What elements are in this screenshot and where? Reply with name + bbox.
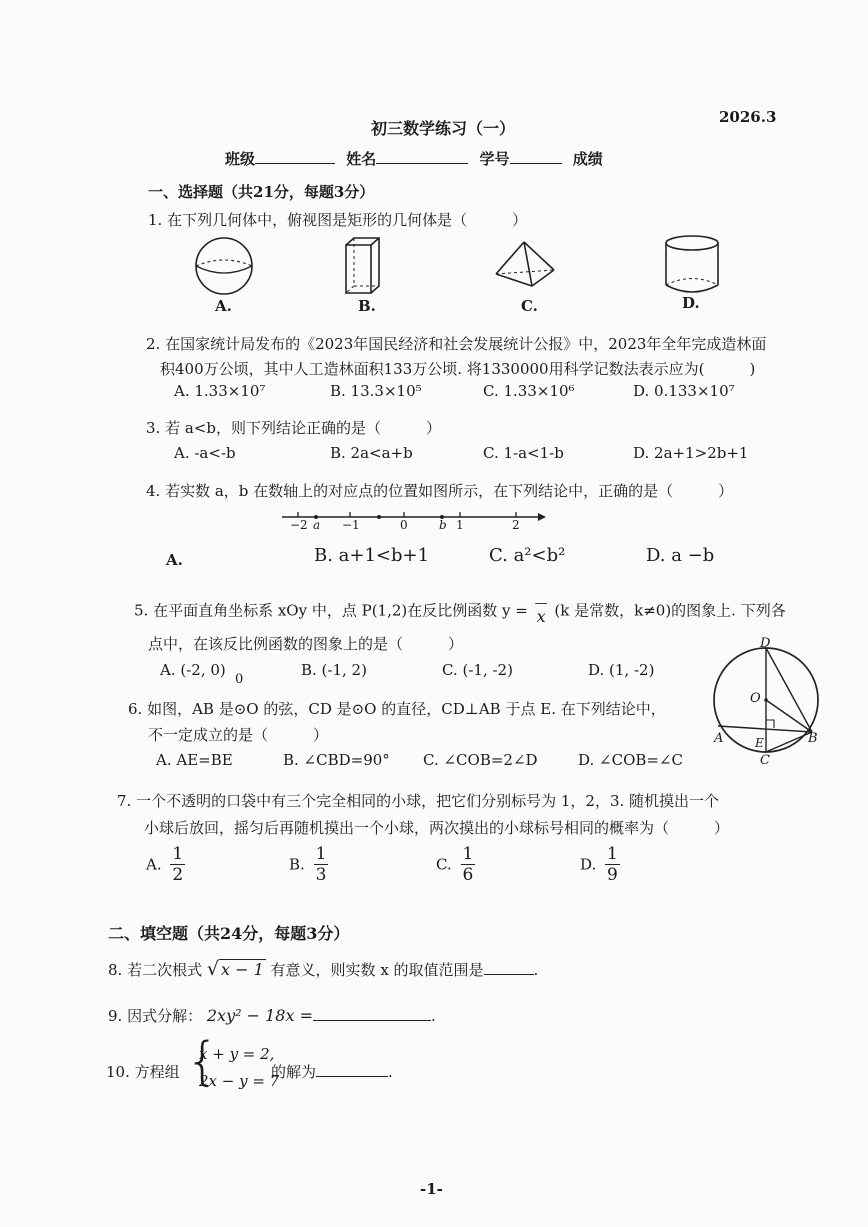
fig-label-e: E <box>755 736 764 750</box>
q7-d-den: 9 <box>607 865 618 885</box>
q7-d-num: 1 <box>607 844 618 864</box>
q3-option-b[interactable]: B. 2a<a+b <box>330 444 413 462</box>
q10-pre: 10. 方程组 <box>106 1063 180 1081</box>
q5-frac-num: — <box>534 596 548 611</box>
rectangular-prism-icon <box>343 236 383 296</box>
q4-option-c[interactable]: C. a²<b² <box>489 545 566 566</box>
q10-eq1: x + y = 2, <box>199 1045 275 1063</box>
q5-stray-mark: 0 <box>235 672 244 687</box>
q6-option-b[interactable]: B. ∠CBD=90° <box>283 751 390 769</box>
q10-eq2: 2x − y = 7 <box>199 1072 280 1090</box>
q4-option-b[interactable]: B. a+1<b+1 <box>314 545 430 566</box>
q9-expr: 2xy² − 18x = <box>206 1006 313 1025</box>
section1-heading: 一、选择题（共21分，每题3分） <box>148 183 375 201</box>
q8-post: 有意义，则实数 x 的取值范围是 <box>270 961 484 979</box>
q9-pre: 9. 因式分解： <box>108 1007 203 1025</box>
fig-label-o: O <box>750 691 761 706</box>
q7-b-fraction <box>314 844 329 885</box>
q2-option-c[interactable]: C. 1.33×10⁶ <box>483 382 575 400</box>
q5-frac-den: x <box>536 607 546 626</box>
q2-line1: 2. 在国家统计局发布的《2023年国民经济和社会发展统计公报》中，2023年全年完成造林面 <box>146 335 767 353</box>
q5-fraction <box>535 598 548 625</box>
sqrt-icon: √ <box>206 958 219 980</box>
q2-option-b[interactable]: B. 13.3×10⁵ <box>330 382 422 400</box>
student-info-row <box>225 148 603 169</box>
q10-post: 的解为 <box>271 1063 317 1081</box>
pyramid-icon <box>494 240 556 292</box>
id-label: 学号 <box>479 150 510 168</box>
q7-c-label: C. <box>436 855 452 874</box>
name-blank[interactable] <box>376 149 468 164</box>
q7-a-fraction <box>170 844 185 885</box>
point-a-label: a <box>313 518 321 532</box>
q3-option-d[interactable]: D. 2a+1>2b+1 <box>633 444 749 462</box>
q7-option-c[interactable] <box>436 844 475 885</box>
cylinder-icon <box>664 234 720 294</box>
q5-option-a[interactable]: A. (-2, 0) <box>160 661 226 679</box>
q7-c-fraction <box>461 844 476 885</box>
q5-option-c[interactable]: C. (-1, -2) <box>442 661 513 679</box>
q7-line1: 7. 一个不透明的口袋中有三个完全相同的小球，把它们分别标号为 1，2，3. 随机摸出一个 <box>117 792 720 810</box>
page-number: -1- <box>420 1180 443 1198</box>
q7-option-d[interactable] <box>580 844 620 885</box>
tick-neg2: −2 <box>290 518 308 532</box>
q7-b-den: 3 <box>315 865 327 885</box>
q6-option-c[interactable]: C. ∠COB=2∠D <box>423 751 538 769</box>
q1-stem: 1. 在下列几何体中，俯视图是矩形的几何体是（ ） <box>148 211 528 229</box>
exam-date: 2026.3 <box>719 108 777 126</box>
q7-line2: 小球后放回，摇匀后再随机摸出一个小球，两次摸出的小球标号相同的概率为（ ） <box>144 819 730 837</box>
q5-line2: 点中，在该反比例函数的图象上的是（ ） <box>148 635 464 653</box>
tick-2: 2 <box>512 518 520 532</box>
q7-b-num: 1 <box>315 844 327 864</box>
q8-answer-blank[interactable] <box>484 960 534 975</box>
q5-stem-post: (k 是常数，k≠0)的图象上. 下列各 <box>554 601 786 620</box>
q7-option-a[interactable] <box>146 844 185 885</box>
page-title: 初三数学练习（一） <box>371 119 516 138</box>
q6-option-a[interactable]: A. AE=BE <box>156 751 233 769</box>
brace-icon: { <box>186 1032 220 1092</box>
q3-option-a[interactable]: A. -a<-b <box>174 444 236 462</box>
q9-answer-blank[interactable] <box>313 1006 431 1021</box>
q8 <box>108 958 538 980</box>
fig-label-a: A <box>714 731 724 746</box>
q1-label-a[interactable]: A. <box>215 297 232 315</box>
q10-answer-blank[interactable] <box>316 1062 388 1077</box>
q6-option-d[interactable]: D. ∠COB=∠C <box>578 751 684 769</box>
score-label: 成绩 <box>572 150 603 168</box>
q7-option-b[interactable] <box>289 844 328 885</box>
q8-radicand: x − 1 <box>220 960 264 979</box>
q7-a-den: 2 <box>172 865 184 885</box>
q7-c-den: 6 <box>462 865 474 885</box>
q1-label-b[interactable]: B. <box>358 297 376 315</box>
q1-label-d[interactable]: D. <box>682 294 700 312</box>
point-b-label: b <box>439 518 447 532</box>
q8-end: . <box>533 961 539 979</box>
circle-geometry-figure <box>712 640 820 760</box>
q5-stem <box>134 598 786 625</box>
q7-b-label: B. <box>289 855 305 874</box>
q5-option-b[interactable]: B. (-1, 2) <box>301 661 367 679</box>
name-label: 姓名 <box>346 150 377 168</box>
q1-label-c[interactable]: C. <box>521 297 538 315</box>
q2-option-a[interactable]: A. 1.33×10⁷ <box>174 382 266 400</box>
id-blank[interactable] <box>510 149 562 164</box>
q7-d-fraction <box>605 844 620 885</box>
tick-0: 0 <box>400 518 408 532</box>
q5-stem-pre: 5. 在平面直角坐标系 xOy 中，点 P(1,2)在反比例函数 y = <box>134 601 528 620</box>
q2-option-d[interactable]: D. 0.133×10⁷ <box>633 382 735 400</box>
q7-a-label: A. <box>146 855 162 874</box>
fig-label-d: D <box>760 636 771 651</box>
q4-stem: 4. 若实数 a，b 在数轴上的对应点的位置如图所示，在下列结论中，正确的是（ ） <box>146 482 734 500</box>
q7-c-num: 1 <box>462 844 474 864</box>
class-label: 班级 <box>225 150 256 168</box>
q6-line1: 6. 如图，AB 是⊙O 的弦，CD 是⊙O 的直径，CD⊥AB 于点 E. 在下列结论中， <box>128 700 666 718</box>
q8-pre: 8. 若二次根式 <box>108 961 203 979</box>
fig-label-b: B <box>808 731 818 746</box>
q5-option-d[interactable]: D. (1, -2) <box>588 661 655 679</box>
q4-option-a[interactable]: A. <box>166 551 183 569</box>
q6-line2: 不一定成立的是（ ） <box>148 726 329 744</box>
q10-end: . <box>388 1063 393 1081</box>
sphere-icon <box>194 236 254 296</box>
section2-heading: 二、填空题（共24分，每题3分） <box>108 924 350 943</box>
q3-option-c[interactable]: C. 1-a<1-b <box>483 444 564 462</box>
q2-line2: 积400万公顷，其中人工造林面积133万公顷. 将1330000用科学记数法表示应为( ) <box>160 360 756 378</box>
tick-neg1: −1 <box>342 518 360 532</box>
q7-d-label: D. <box>580 855 597 874</box>
q9 <box>108 1005 436 1026</box>
q4-option-d[interactable]: D. a −b <box>646 545 715 566</box>
q9-end: . <box>430 1007 436 1025</box>
q3-stem: 3. 若 a<b，则下列结论正确的是（ ） <box>146 419 441 437</box>
q7-a-num: 1 <box>172 844 184 864</box>
class-blank[interactable] <box>255 149 335 164</box>
fig-label-c: C <box>760 753 770 768</box>
q10-answer <box>271 1061 393 1082</box>
tick-1: 1 <box>456 518 464 532</box>
